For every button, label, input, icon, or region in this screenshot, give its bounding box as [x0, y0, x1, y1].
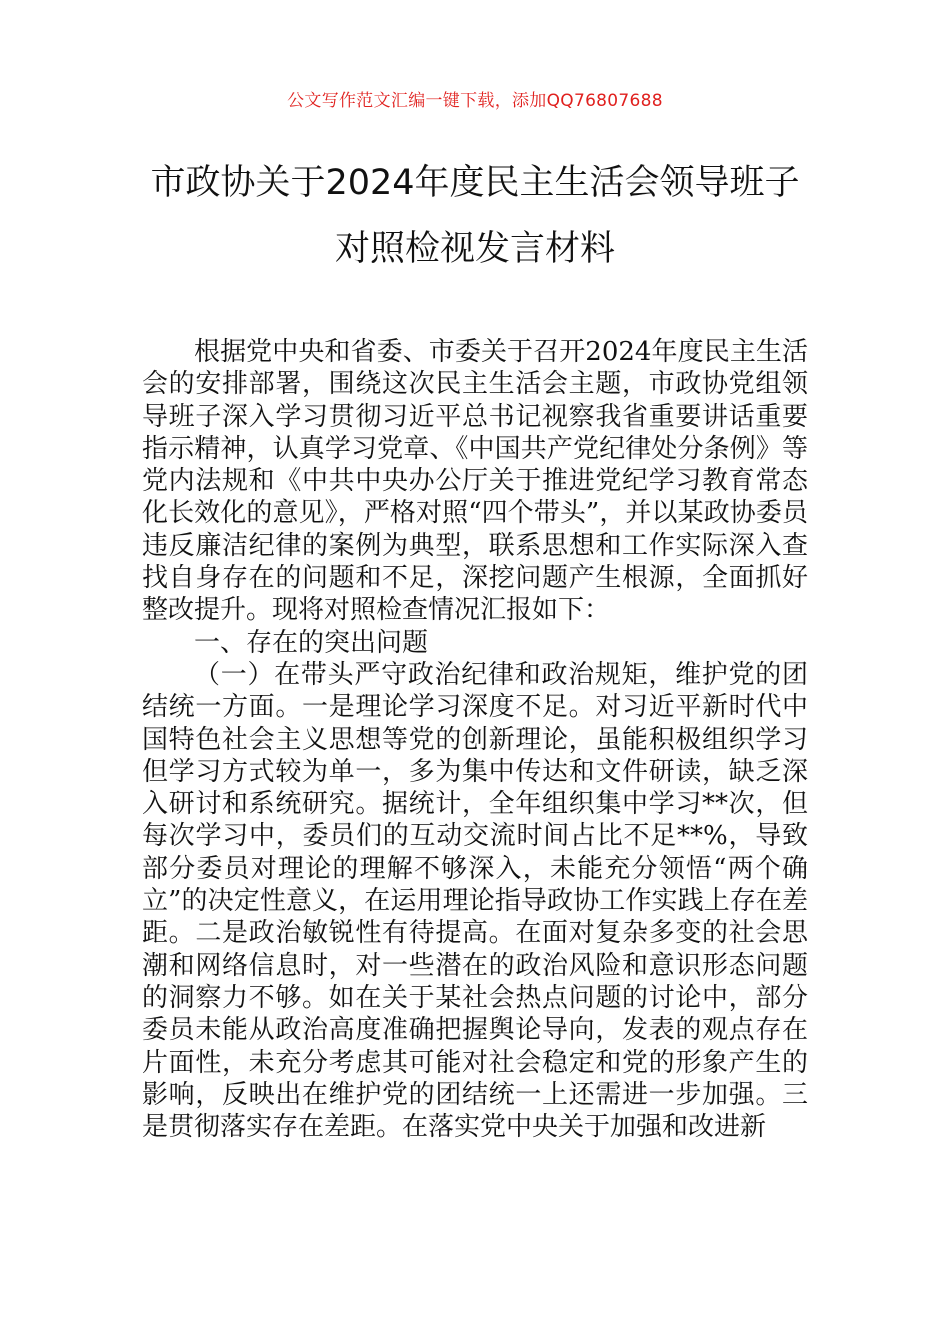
title-line-2: 对照检视发言材料 — [334, 229, 615, 269]
body-paragraph: （一）在带头严守政治纪律和政治规矩，维护党的团结统一方面。一是理论学习深度不足。对习近平新时代中国特色社会主义思想等党的创新理论，虽能积极组织学习但学习方式较为单一，多为集中传达和文件研读，缺乏深入研讨和系统研究。据统计，全年组织集中学习**次，但每次学习中，委员们的互动交流时间占比不足**%，导致部分委员对理论的理解不够深入，未能充分领悟“两个确立”的决定性意义，在运用理论指导政协工作实践上存在差距。二是政治敏锐性有待提高。在面对复杂多变的社会思潮和网络信息时，对一些潜在的政治风险和意识形态问题的洞察力不够。如在关于某社会热点问题的讨论中，部分委员未能从政治高度准确把握舆论导向，发表的观点存在片面性，未充分考虑其可能对社会稳定和党的形象产生的影响，反映出在维护党的团结统一上还需进一步加强。三是贯彻落实存在差距。在落实党中央关于加强和改进新 — [142, 659, 808, 1143]
document-body — [142, 336, 808, 1143]
intro-paragraph: 根据党中央和省委、市委关于召开2024年度民主生活会的安排部署，围绕这次民主生活会主题，市政协党组领导班子深入学习贯彻习近平总书记视察我省重要讲话重要指示精神，认真学习党章、《中国共产党纪律处分条例》等党内法规和《中共中央办公厅关于推进党纪学习教育常态化长效化的意见》，严格对照“四个带头”，并以某政协委员违反廉洁纪律的案例为典型，联系思想和工作实际深入查找自身存在的问题和不足，深挖问题产生根源，全面抓好整改提升。现将对照检查情况汇报如下： — [142, 337, 808, 626]
document-title — [80, 150, 870, 282]
section-heading: 一、存在的突出问题 — [194, 627, 429, 658]
title-line-1: 市政协关于2024年度民主生活会领导班子 — [150, 163, 800, 203]
download-banner: 公文写作范文汇编一键下载，添加QQ76807688 — [287, 91, 663, 111]
